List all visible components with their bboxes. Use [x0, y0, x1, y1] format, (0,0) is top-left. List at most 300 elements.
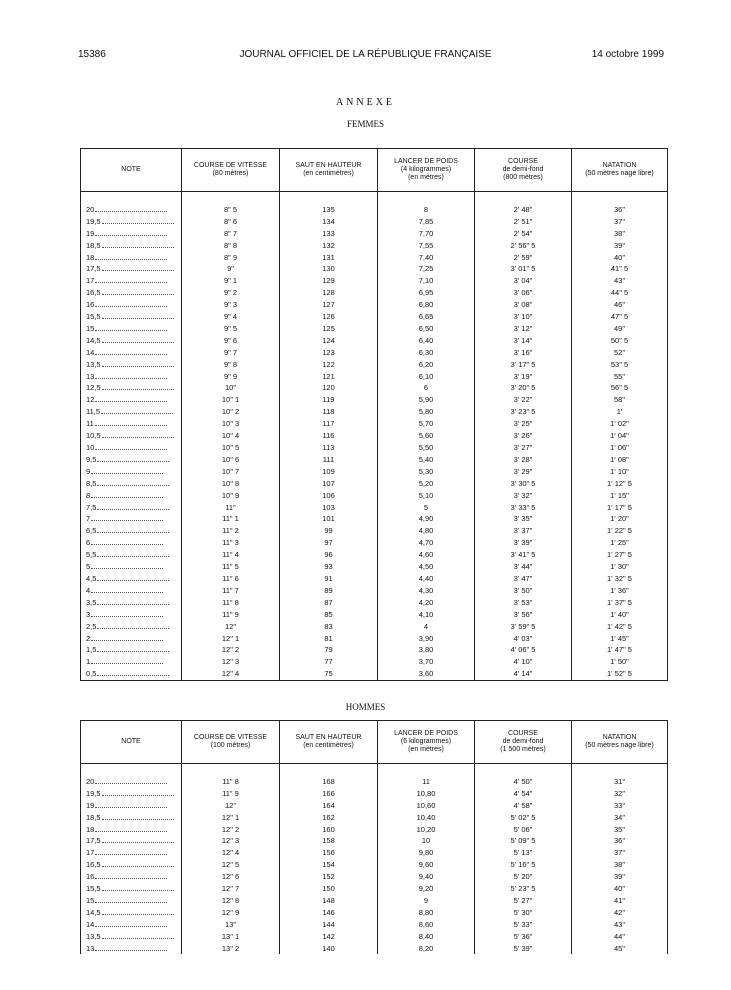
table-header-row [81, 149, 668, 192]
annexe-title: ANNEXE [335, 97, 396, 108]
cell-note [81, 585, 182, 597]
cell-course-demi-fond: 3' 20" 5 [475, 382, 572, 394]
cell-note [81, 621, 182, 633]
cell-saut-hauteur: 107 [280, 478, 378, 490]
dot-leader [95, 847, 167, 855]
cell-saut-hauteur: 93 [280, 561, 378, 573]
cell-course-demi-fond: 4' 03" [475, 633, 572, 645]
dot-leader [95, 323, 167, 331]
note-value: 8 [86, 490, 91, 500]
cell-lancer-poids: 7,55 [378, 240, 475, 252]
dot-leader [102, 931, 174, 939]
cell-saut-hauteur: 148 [280, 895, 378, 907]
cell-saut-hauteur: 83 [280, 621, 378, 633]
col-header-lancer-poids: LANCER DE POIDS (6 kilogrammes) (en mètres) [378, 721, 475, 764]
dot-leader [102, 382, 174, 390]
cell-course-demi-fond: 3' 29" [475, 466, 572, 478]
spacer-cell [572, 192, 668, 204]
cell-saut-hauteur: 144 [280, 919, 378, 931]
dot-leader [91, 633, 163, 641]
table-row [81, 776, 668, 788]
dot-leader [95, 824, 167, 832]
table-row [81, 430, 668, 442]
col-header-course-vitesse: COURSE DE VITESSE (80 mètres) [182, 149, 280, 192]
note-value: 13,5 [86, 359, 101, 369]
cell-saut-hauteur: 154 [280, 859, 378, 871]
cell-course-vitesse: 12" 5 [182, 859, 280, 871]
note-value: 16 [86, 872, 95, 882]
cell-saut-hauteur: 164 [280, 800, 378, 812]
cell-natation: 1' 32" 5 [572, 573, 668, 585]
cell-note [81, 323, 182, 335]
cell-course-vitesse: 12" 9 [182, 907, 280, 919]
cell-course-vitesse: 11" 9 [182, 788, 280, 800]
cell-course-vitesse: 12" 7 [182, 883, 280, 895]
cell-natation: 1' 04" [572, 430, 668, 442]
note-value: 4 [86, 585, 91, 595]
cell-natation: 41" [572, 895, 668, 907]
cell-course-demi-fond: 2' 48" [475, 204, 572, 216]
cell-course-vitesse: 10" 8 [182, 478, 280, 490]
cell-saut-hauteur: 113 [280, 442, 378, 454]
table-row [81, 668, 668, 680]
dot-leader [95, 299, 167, 307]
cell-note [81, 204, 182, 216]
note-value: 13 [86, 371, 95, 381]
cell-saut-hauteur: 75 [280, 668, 378, 680]
cell-course-vitesse: 8" 6 [182, 216, 280, 228]
cell-course-vitesse: 9" 4 [182, 311, 280, 323]
table-row [81, 549, 668, 561]
table-row [81, 418, 668, 430]
cell-note [81, 394, 182, 406]
dot-leader [97, 525, 169, 533]
cell-lancer-poids: 5,60 [378, 430, 475, 442]
cell-course-demi-fond: 4' 54" [475, 788, 572, 800]
cell-course-vitesse: 12" 3 [182, 656, 280, 668]
cell-saut-hauteur: 85 [280, 609, 378, 621]
dot-leader [102, 335, 174, 343]
cell-saut-hauteur: 118 [280, 406, 378, 418]
cell-lancer-poids: 6,50 [378, 323, 475, 335]
table-row [81, 525, 668, 537]
cell-note [81, 418, 182, 430]
cell-course-demi-fond: 3' 41" 5 [475, 549, 572, 561]
spacer-cell [378, 764, 475, 776]
cell-course-demi-fond: 3' 23" 5 [475, 406, 572, 418]
cell-lancer-poids: 9,40 [378, 871, 475, 883]
table-row [81, 871, 668, 883]
note-value: 9 [86, 466, 91, 476]
cell-course-vitesse: 12" 8 [182, 895, 280, 907]
dot-leader [102, 859, 174, 867]
spacer-cell [280, 764, 378, 776]
cell-saut-hauteur: 126 [280, 311, 378, 323]
table-row [81, 347, 668, 359]
cell-course-demi-fond: 3' 22" [475, 394, 572, 406]
cell-lancer-poids: 5,20 [378, 478, 475, 490]
table-row [81, 812, 668, 824]
cell-natation: 1' 15" [572, 490, 668, 502]
cell-course-vitesse: 11" 5 [182, 561, 280, 573]
cell-lancer-poids: 9,80 [378, 847, 475, 859]
note-value: 10 [86, 443, 95, 453]
table-row [81, 490, 668, 502]
cell-note [81, 252, 182, 264]
cell-course-vitesse: 12" 4 [182, 847, 280, 859]
cell-note [81, 788, 182, 800]
cell-natation: 52" [572, 347, 668, 359]
table-row [81, 895, 668, 907]
cell-natation: 1' 40" [572, 609, 668, 621]
note-value: 14,5 [86, 335, 101, 345]
cell-note [81, 275, 182, 287]
cell-saut-hauteur: 79 [280, 644, 378, 656]
cell-natation: 1' 12" 5 [572, 478, 668, 490]
cell-course-vitesse: 13" 2 [182, 943, 280, 955]
cell-course-vitesse: 12" 2 [182, 824, 280, 836]
cell-note [81, 240, 182, 252]
cell-lancer-poids: 8,40 [378, 931, 475, 943]
cell-lancer-poids: 5,50 [378, 442, 475, 454]
cell-course-vitesse: 9" 6 [182, 335, 280, 347]
cell-natation: 32" [572, 788, 668, 800]
cell-course-vitesse: 10" 6 [182, 454, 280, 466]
note-value: 17 [86, 848, 95, 858]
cell-lancer-poids: 9 [378, 895, 475, 907]
cell-natation: 42" [572, 907, 668, 919]
cell-course-demi-fond: 4' 06" 5 [475, 644, 572, 656]
cell-course-demi-fond: 5' 36" [475, 931, 572, 943]
cell-saut-hauteur: 127 [280, 299, 378, 311]
cell-lancer-poids: 6 [378, 382, 475, 394]
cell-course-demi-fond: 3' 33" 5 [475, 502, 572, 514]
note-value: 5,5 [86, 550, 97, 560]
dot-leader [97, 549, 169, 557]
cell-saut-hauteur: 150 [280, 883, 378, 895]
cell-saut-hauteur: 109 [280, 466, 378, 478]
dot-leader [102, 311, 174, 319]
cell-course-demi-fond: 3' 50" [475, 585, 572, 597]
cell-natation: 1' 52" 5 [572, 668, 668, 680]
cell-lancer-poids: 3,60 [378, 668, 475, 680]
spacer-cell [475, 192, 572, 204]
note-value: 19 [86, 800, 95, 810]
cell-course-demi-fond: 5' 02" 5 [475, 812, 572, 824]
table-row [81, 382, 668, 394]
dot-leader [102, 240, 174, 248]
dot-leader [102, 907, 174, 915]
cell-lancer-poids: 7,85 [378, 216, 475, 228]
cell-saut-hauteur: 117 [280, 418, 378, 430]
cell-lancer-poids: 10,40 [378, 812, 475, 824]
table-row [81, 252, 668, 264]
spacer-row [81, 192, 668, 204]
table-row [81, 287, 668, 299]
cell-natation: 35" [572, 824, 668, 836]
table-row [81, 323, 668, 335]
table-row [81, 633, 668, 645]
table-row [81, 311, 668, 323]
dot-leader [97, 644, 169, 652]
cell-course-demi-fond: 3' 56" [475, 609, 572, 621]
cell-note [81, 525, 182, 537]
dot-leader [102, 216, 174, 224]
cell-course-demi-fond: 4' 10" [475, 656, 572, 668]
cell-course-demi-fond: 3' 25" [475, 418, 572, 430]
cell-course-vitesse: 11" 8 [182, 776, 280, 788]
cell-course-demi-fond: 5' 16" 5 [475, 859, 572, 871]
cell-saut-hauteur: 131 [280, 252, 378, 264]
cell-saut-hauteur: 133 [280, 228, 378, 240]
table-row [81, 883, 668, 895]
cell-note [81, 406, 182, 418]
cell-course-demi-fond: 3' 39" [475, 537, 572, 549]
note-value: 13,5 [86, 931, 101, 941]
dot-leader [95, 943, 167, 951]
cell-course-vitesse: 10" [182, 382, 280, 394]
col-header-lancer-poids: LANCER DE POIDS (4 kilogrammes) (en mètres) [378, 149, 475, 192]
dot-leader [95, 228, 167, 236]
cell-lancer-poids: 4,10 [378, 609, 475, 621]
cell-note [81, 347, 182, 359]
cell-lancer-poids: 9,60 [378, 859, 475, 871]
cell-lancer-poids: 4,80 [378, 525, 475, 537]
page-header [0, 49, 731, 63]
cell-saut-hauteur: 162 [280, 812, 378, 824]
cell-natation: 37" [572, 216, 668, 228]
cell-note [81, 871, 182, 883]
table-row [81, 263, 668, 275]
note-value: 18 [86, 824, 95, 834]
dot-leader [102, 359, 174, 367]
cell-natation: 1' 08" [572, 454, 668, 466]
table-row [81, 371, 668, 383]
cell-lancer-poids: 7,25 [378, 263, 475, 275]
table-row [81, 216, 668, 228]
note-value: 16 [86, 300, 95, 310]
cell-course-vitesse: 10" 7 [182, 466, 280, 478]
cell-course-demi-fond: 3' 44" [475, 561, 572, 573]
cell-lancer-poids: 10,20 [378, 824, 475, 836]
cell-lancer-poids: 4,60 [378, 549, 475, 561]
cell-course-vitesse: 11" 6 [182, 573, 280, 585]
cell-natation: 1' 20" [572, 513, 668, 525]
table-row [81, 656, 668, 668]
cell-saut-hauteur: 160 [280, 824, 378, 836]
cell-course-vitesse: 10" 1 [182, 394, 280, 406]
dot-leader [95, 204, 167, 212]
cell-natation: 1' 25" [572, 537, 668, 549]
cell-note [81, 573, 182, 585]
cell-natation: 1' 06" [572, 442, 668, 454]
cell-natation: 1' 02" [572, 418, 668, 430]
page-number: 15386 [78, 49, 106, 60]
cell-course-demi-fond: 5' 13" [475, 847, 572, 859]
cell-lancer-poids: 4,50 [378, 561, 475, 573]
cell-saut-hauteur: 135 [280, 204, 378, 216]
cell-course-vitesse: 13" [182, 919, 280, 931]
cell-saut-hauteur: 116 [280, 430, 378, 442]
dot-leader [91, 656, 163, 664]
note-value: 14 [86, 919, 95, 929]
cell-course-demi-fond: 3' 16" [475, 347, 572, 359]
note-value: 19 [86, 228, 95, 238]
cell-saut-hauteur: 97 [280, 537, 378, 549]
cell-saut-hauteur: 156 [280, 847, 378, 859]
table-row [81, 228, 668, 240]
cell-course-demi-fond: 3' 28" [475, 454, 572, 466]
dot-leader [91, 490, 163, 498]
cell-course-vitesse: 12" 1 [182, 812, 280, 824]
table-row [81, 359, 668, 371]
cell-note [81, 597, 182, 609]
cell-saut-hauteur: 158 [280, 835, 378, 847]
spacer-cell [182, 764, 280, 776]
cell-saut-hauteur: 91 [280, 573, 378, 585]
dot-leader [95, 252, 167, 260]
cell-natation: 49" [572, 323, 668, 335]
cell-note [81, 263, 182, 275]
cell-course-demi-fond: 3' 47" [475, 573, 572, 585]
cell-note [81, 537, 182, 549]
cell-natation: 37" [572, 847, 668, 859]
cell-course-vitesse: 12" 4 [182, 668, 280, 680]
cell-course-vitesse: 8" 9 [182, 252, 280, 264]
table-row [81, 585, 668, 597]
table-row [81, 609, 668, 621]
table-row [81, 835, 668, 847]
cell-saut-hauteur: 168 [280, 776, 378, 788]
note-value: 11,5 [86, 407, 101, 417]
note-value: 8,5 [86, 478, 97, 488]
cell-saut-hauteur: 103 [280, 502, 378, 514]
cell-course-vitesse: 11" 1 [182, 513, 280, 525]
note-value: 3,5 [86, 597, 97, 607]
journal-title: JOURNAL OFFICIEL DE LA RÉPUBLIQUE FRANÇAISE [239, 49, 492, 60]
dot-leader [91, 513, 163, 521]
dot-leader [102, 263, 174, 271]
cell-course-vitesse: 11" [182, 502, 280, 514]
cell-lancer-poids: 8 [378, 204, 475, 216]
cell-lancer-poids: 6,40 [378, 335, 475, 347]
cell-lancer-poids: 5,90 [378, 394, 475, 406]
table-row [81, 824, 668, 836]
cell-lancer-poids: 10,80 [378, 788, 475, 800]
cell-course-demi-fond: 5' 33" [475, 919, 572, 931]
note-value: 5 [86, 562, 91, 572]
note-value: 14,5 [86, 907, 101, 917]
cell-natation: 1' 47" 5 [572, 644, 668, 656]
cell-lancer-poids: 6,95 [378, 287, 475, 299]
cell-course-demi-fond: 3' 30" 5 [475, 478, 572, 490]
note-value: 19,5 [86, 788, 101, 798]
cell-note [81, 466, 182, 478]
cell-note [81, 299, 182, 311]
cell-saut-hauteur: 132 [280, 240, 378, 252]
cell-natation: 50" 5 [572, 335, 668, 347]
cell-note [81, 835, 182, 847]
dot-leader [102, 812, 174, 820]
spacer-cell [572, 764, 668, 776]
dot-leader [97, 621, 169, 629]
cell-saut-hauteur: 81 [280, 633, 378, 645]
cell-course-vitesse: 11" 2 [182, 525, 280, 537]
note-value: 17 [86, 276, 95, 286]
cell-course-demi-fond: 2' 54" [475, 228, 572, 240]
cell-course-demi-fond: 3' 08" [475, 299, 572, 311]
cell-lancer-poids: 4,70 [378, 537, 475, 549]
cell-natation: 56" 5 [572, 382, 668, 394]
dot-leader [91, 466, 163, 474]
cell-course-demi-fond: 3' 06" [475, 287, 572, 299]
cell-course-vitesse: 11" 7 [182, 585, 280, 597]
cell-note [81, 656, 182, 668]
cell-saut-hauteur: 77 [280, 656, 378, 668]
table-row [81, 561, 668, 573]
cell-saut-hauteur: 111 [280, 454, 378, 466]
dot-leader [95, 800, 167, 808]
note-value: 13 [86, 943, 95, 953]
cell-course-demi-fond: 3' 10" [475, 311, 572, 323]
cell-lancer-poids: 9,20 [378, 883, 475, 895]
cell-note [81, 430, 182, 442]
cell-note [81, 943, 182, 955]
cell-note [81, 490, 182, 502]
note-value: 6 [86, 538, 91, 548]
cell-natation: 1' 30" [572, 561, 668, 573]
note-value: 2,5 [86, 621, 97, 631]
cell-natation: 33" [572, 800, 668, 812]
cell-note [81, 311, 182, 323]
note-value: 1,5 [86, 645, 97, 655]
note-value: 15,5 [86, 884, 101, 894]
cell-saut-hauteur: 125 [280, 323, 378, 335]
table-row [81, 621, 668, 633]
dot-leader [95, 871, 167, 879]
cell-note [81, 776, 182, 788]
cell-saut-hauteur: 129 [280, 275, 378, 287]
col-header-saut-hauteur: SAUT EN HAUTEUR (en centimètres) [280, 721, 378, 764]
dot-leader [95, 895, 167, 903]
cell-lancer-poids: 8,60 [378, 919, 475, 931]
cell-lancer-poids: 5 [378, 502, 475, 514]
cell-natation: 39" [572, 240, 668, 252]
spacer-cell [280, 192, 378, 204]
cell-saut-hauteur: 106 [280, 490, 378, 502]
dot-leader [95, 442, 167, 450]
spacer-row [81, 764, 668, 776]
cell-course-demi-fond: 5' 27" [475, 895, 572, 907]
table-row [81, 931, 668, 943]
col-header-natation: NATATION (50 mètres nage libre) [572, 721, 668, 764]
dot-leader [91, 561, 163, 569]
dot-leader [95, 371, 167, 379]
cell-natation: 45" [572, 943, 668, 955]
cell-note [81, 478, 182, 490]
dot-leader [102, 287, 174, 295]
cell-natation: 44" [572, 931, 668, 943]
cell-saut-hauteur: 87 [280, 597, 378, 609]
cell-note [81, 919, 182, 931]
note-value: 16,5 [86, 860, 101, 870]
cell-course-vitesse: 9" 5 [182, 323, 280, 335]
cell-lancer-poids: 7,40 [378, 252, 475, 264]
cell-natation: 40" [572, 252, 668, 264]
cell-course-vitesse: 8" 7 [182, 228, 280, 240]
cell-natation: 46" [572, 299, 668, 311]
cell-note [81, 847, 182, 859]
